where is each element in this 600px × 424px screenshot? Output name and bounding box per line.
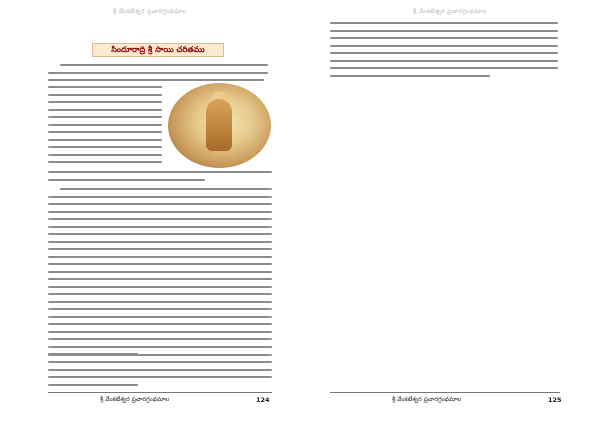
- left-page-number: 124: [256, 396, 270, 404]
- right-footer-title: శ్రీ వేంకటేశ్వర ప్రచారగ్రంథమాల: [392, 396, 462, 403]
- left-footer-rule: [48, 392, 272, 393]
- left-intro-paragraph: [48, 64, 268, 87]
- left-wrap-continued: [48, 171, 272, 186]
- left-wrap-paragraph: [48, 86, 162, 169]
- saint-photo: [168, 83, 271, 168]
- photo-figure: [206, 99, 232, 151]
- right-running-head: శ్రీ వేంకటేశ్వర ప్రచారగ్రంథమాల: [413, 8, 487, 15]
- left-footer-title: శ్రీ వేంకటేశ్వర ప్రచారగ్రంథమాల: [100, 396, 170, 403]
- right-page-number: 125: [548, 396, 562, 404]
- right-footer-rule: [330, 392, 560, 393]
- right-paragraph-1: [330, 22, 558, 82]
- right-page: [300, 0, 600, 424]
- chapter-title: సిందూరాద్రి శ్రీ సాయి చరితము: [92, 43, 224, 57]
- left-paragraph-2: [48, 188, 272, 361]
- left-running-head: శ్రీ వేంకటేశ్వర ప్రచారగ్రంథమాల: [113, 8, 187, 15]
- left-paragraph-3: [48, 346, 272, 391]
